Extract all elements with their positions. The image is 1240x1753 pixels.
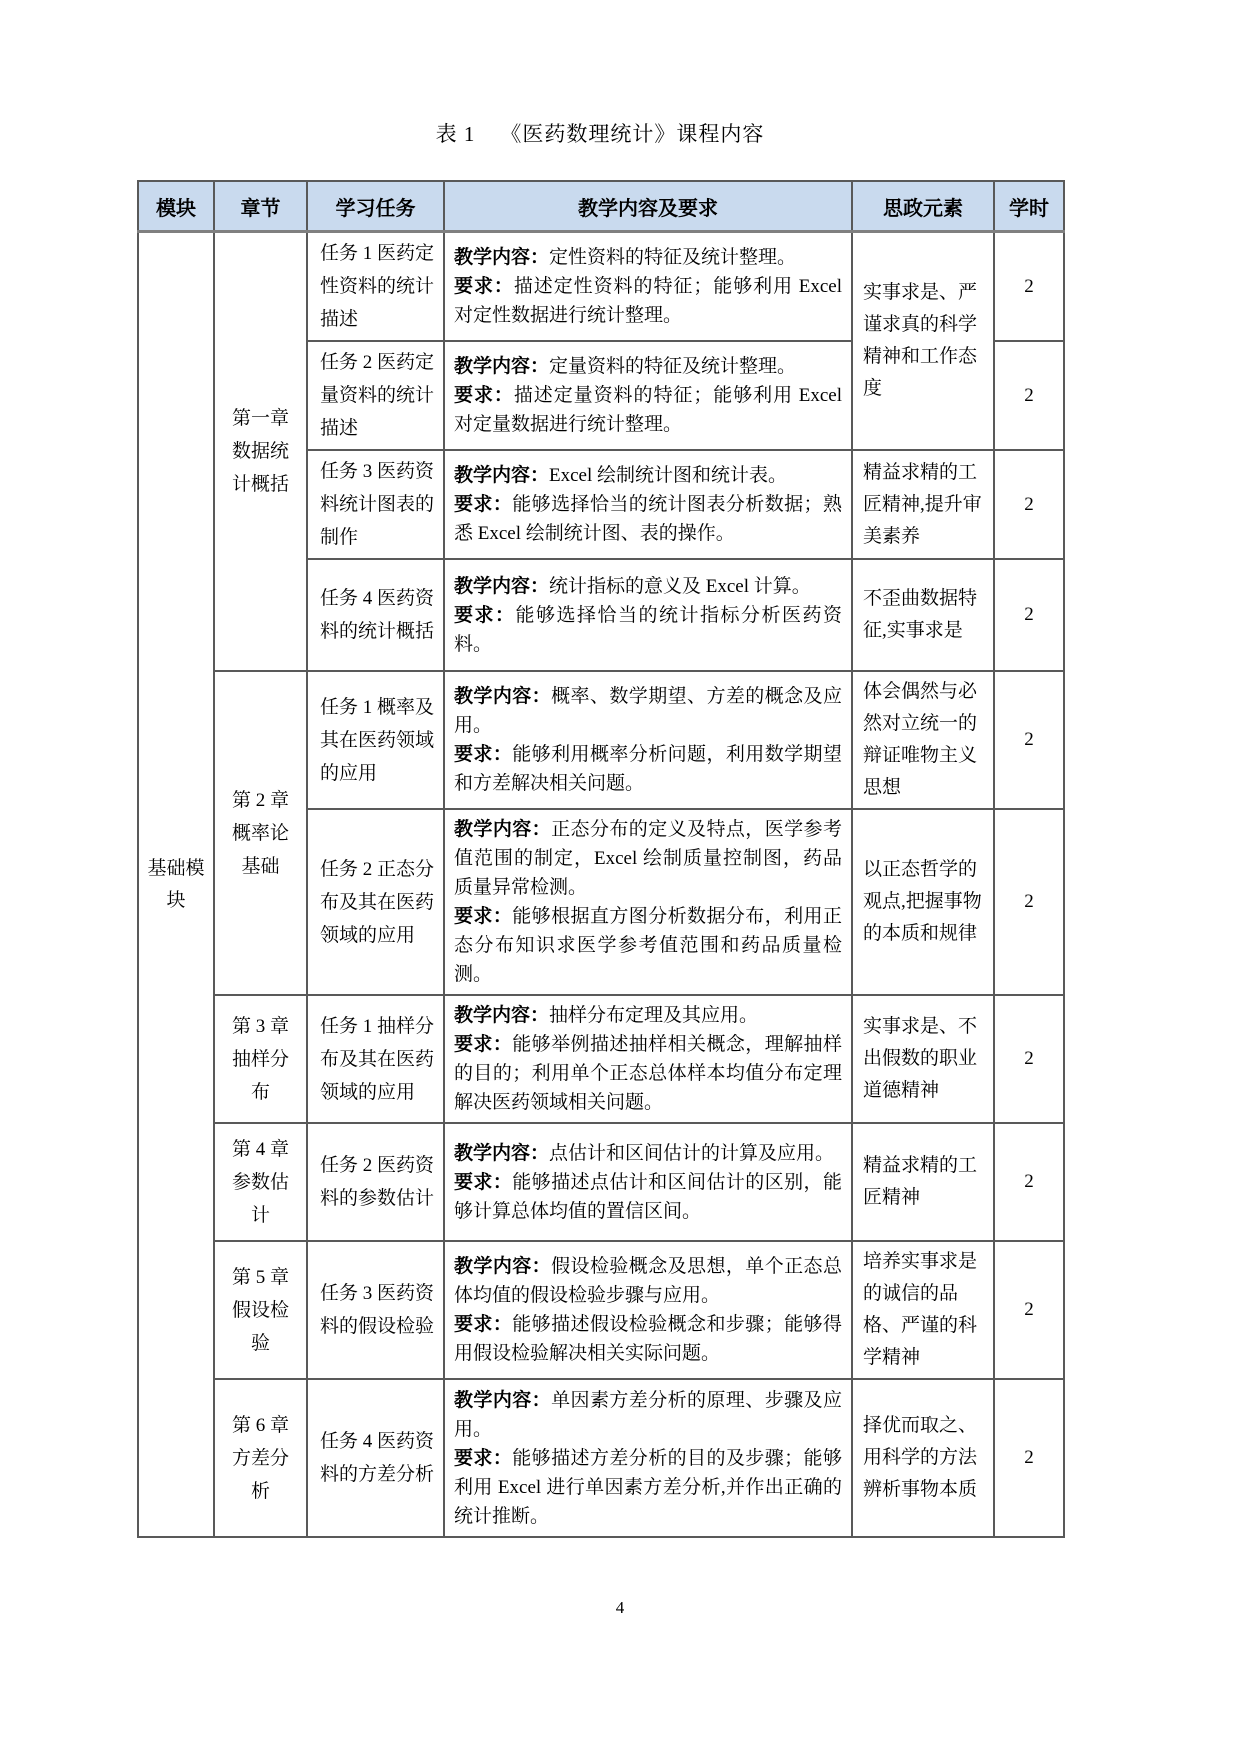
requirement-label: 要求： (454, 744, 513, 765)
ideology-cell: 不歪曲数据特征,实事求是 (852, 559, 994, 671)
requirement-text: 描述定性资料的特征；能够利用 Excel 对定性数据进行统计整理。 (454, 276, 842, 326)
requirement-label: 要求： (454, 906, 513, 927)
hours-cell: 2 (994, 559, 1064, 671)
content-label: 教学内容： (454, 356, 550, 377)
table-row (138, 1123, 1064, 1241)
table-row (138, 671, 1064, 809)
hours-cell: 2 (994, 1379, 1064, 1537)
content-label: 教学内容： (454, 1256, 552, 1277)
content-text: 定量资料的特征及统计整理。 (549, 356, 797, 377)
header-chapter: 章节 (214, 181, 307, 232)
content-label: 教学内容： (454, 819, 552, 840)
content-text: Excel 绘制统计图和统计表。 (549, 465, 788, 486)
requirement-text: 描述定量资料的特征；能够利用 Excel 对定量数据进行统计整理。 (454, 385, 842, 435)
content-text: 抽样分布定理及其应用。 (549, 1005, 759, 1026)
table-row (138, 232, 1064, 342)
chapter-cell: 第 5 章 假设检验 (214, 1241, 307, 1379)
hours-cell: 2 (994, 809, 1064, 995)
requirement-label: 要求： (454, 494, 513, 515)
requirement-label: 要求： (454, 276, 514, 297)
requirement-text: 能够利用概率分析问题，利用数学期望和方差解决相关问题。 (454, 744, 842, 794)
module-cell: 基础模块 (138, 232, 214, 1538)
content-cell (444, 809, 852, 995)
requirement-label: 要求： (454, 604, 516, 626)
page-number: 4 (615, 1598, 625, 1617)
ideology-cell: 体会偶然与必然对立统一的辩证唯物主义思想 (852, 671, 994, 809)
header-module: 模块 (138, 181, 214, 232)
content-label: 教学内容： (454, 1005, 550, 1026)
hours-cell: 2 (994, 1123, 1064, 1241)
task-cell: 任务 3 医药资料的假设检验 (307, 1241, 444, 1379)
requirement-text: 能够根据直方图分析数据分布，利用正态分布知识求医学参考值范围和药品质量检测。 (454, 906, 842, 985)
content-text: 单因素方差分析的原理、步骤及应用。 (454, 1389, 842, 1440)
requirement-text: 能够描述点估计和区间估计的区别，能够计算总体均值的置信区间。 (454, 1171, 842, 1222)
content-text: 概率、数学期望、方差的概念及应用。 (454, 686, 842, 736)
content-cell (444, 995, 852, 1123)
content-label: 教学内容： (454, 575, 550, 597)
hours-cell: 2 (994, 995, 1064, 1123)
requirement-text: 能够描述方差分析的目的及步骤；能够利用 Excel 进行单因素方差分析,并作出正确的统计推断。 (454, 1447, 842, 1527)
content-label: 教学内容： (454, 247, 550, 268)
table-row (138, 1379, 1064, 1537)
ideology-cell: 培养实事求是的诚信的品格、严谨的科学精神 (852, 1241, 994, 1379)
content-text: 统计指标的意义及 Excel 计算。 (549, 575, 811, 597)
content-cell (444, 1241, 852, 1379)
ideology-cell: 精益求精的工匠精神 (852, 1123, 994, 1241)
ideology-cell: 实事求是、严谨求真的科学精神和工作态度 (852, 232, 994, 451)
task-cell: 任务 2 正态分布及其在医药领域的应用 (307, 809, 444, 995)
task-cell: 任务 4 医药资料的方差分析 (307, 1379, 444, 1537)
chapter-cell: 第 6 章 方差分析 (214, 1379, 307, 1537)
task-cell: 任务 2 医药定量资料的统计描述 (307, 341, 444, 450)
content-cell (444, 450, 852, 559)
task-cell: 任务 4 医药资料的统计概括 (307, 559, 444, 671)
ideology-cell: 实事求是、不出假数的职业道德精神 (852, 995, 994, 1123)
table-row (138, 1241, 1064, 1379)
content-label: 教学内容： (454, 1142, 550, 1164)
content-text: 点估计和区间估计的计算及应用。 (549, 1142, 835, 1164)
requirement-label: 要求： (454, 1171, 513, 1193)
requirement-label: 要求： (454, 385, 514, 406)
course-content-table (137, 180, 1065, 1538)
header-row (138, 181, 1064, 232)
table-title: 表 1 《医药数理统计》课程内容 (435, 122, 765, 146)
header-content: 教学内容及要求 (444, 181, 852, 232)
chapter-cell: 第 3 章 抽样分布 (214, 995, 307, 1123)
hours-cell: 2 (994, 671, 1064, 809)
content-text: 假设检验概念及思想，单个正态总体均值的假设检验步骤与应用。 (454, 1256, 842, 1306)
header-hours: 学时 (994, 181, 1064, 232)
content-cell (444, 1379, 852, 1537)
hours-cell: 2 (994, 341, 1064, 450)
content-label: 教学内容： (454, 1389, 552, 1411)
content-label: 教学内容： (454, 686, 552, 707)
header-task: 学习任务 (307, 181, 444, 232)
requirement-label: 要求： (454, 1314, 513, 1335)
requirement-text: 能够举例描述抽样相关概念，理解抽样的目的；利用单个正态总体样本均值分布定理解决医药领域相关问题。 (454, 1034, 842, 1113)
requirement-label: 要求： (454, 1034, 513, 1055)
content-cell (444, 671, 852, 809)
content-cell (444, 559, 852, 671)
task-cell: 任务 1 医药定性资料的统计描述 (307, 232, 444, 342)
document-body (137, 118, 1063, 1538)
content-label: 教学内容： (454, 465, 550, 486)
ideology-cell: 精益求精的工匠精神,提升审美素养 (852, 450, 994, 559)
task-cell: 任务 1 抽样分布及其在医药领域的应用 (307, 995, 444, 1123)
hours-cell: 2 (994, 1241, 1064, 1379)
task-cell: 任务 3 医药资料统计图表的制作 (307, 450, 444, 559)
hours-cell: 2 (994, 232, 1064, 342)
requirement-text: 能够选择恰当的统计图表分析数据；熟悉 Excel 绘制统计图、表的操作。 (454, 494, 842, 544)
hours-cell: 2 (994, 450, 1064, 559)
content-text: 正态分布的定义及特点，医学参考值范围的制定，Excel 绘制质量控制图，药品质量异常检测。 (454, 819, 842, 898)
chapter-cell: 第 4 章 参数估计 (214, 1123, 307, 1241)
ideology-cell: 择优而取之、用科学的方法辨析事物本质 (852, 1379, 994, 1537)
requirement-label: 要求： (454, 1447, 513, 1469)
requirement-text: 能够描述假设检验概念和步骤；能够得用假设检验解决相关实际问题。 (454, 1314, 842, 1364)
chapter-cell: 第一章 数据统计概括 (214, 232, 307, 672)
table-row (138, 995, 1064, 1123)
task-cell: 任务 2 医药资料的参数估计 (307, 1123, 444, 1241)
content-text: 定性资料的特征及统计整理。 (549, 247, 797, 268)
requirement-text: 能够选择恰当的统计指标分析医药资料。 (454, 604, 842, 655)
ideology-cell: 以正态哲学的观点,把握事物的本质和规律 (852, 809, 994, 995)
task-cell: 任务 1 概率及其在医药领域的应用 (307, 671, 444, 809)
header-ideology: 思政元素 (852, 181, 994, 232)
chapter-cell: 第 2 章 概率论基础 (214, 671, 307, 995)
content-cell (444, 232, 852, 342)
content-cell (444, 1123, 852, 1241)
content-cell (444, 341, 852, 450)
